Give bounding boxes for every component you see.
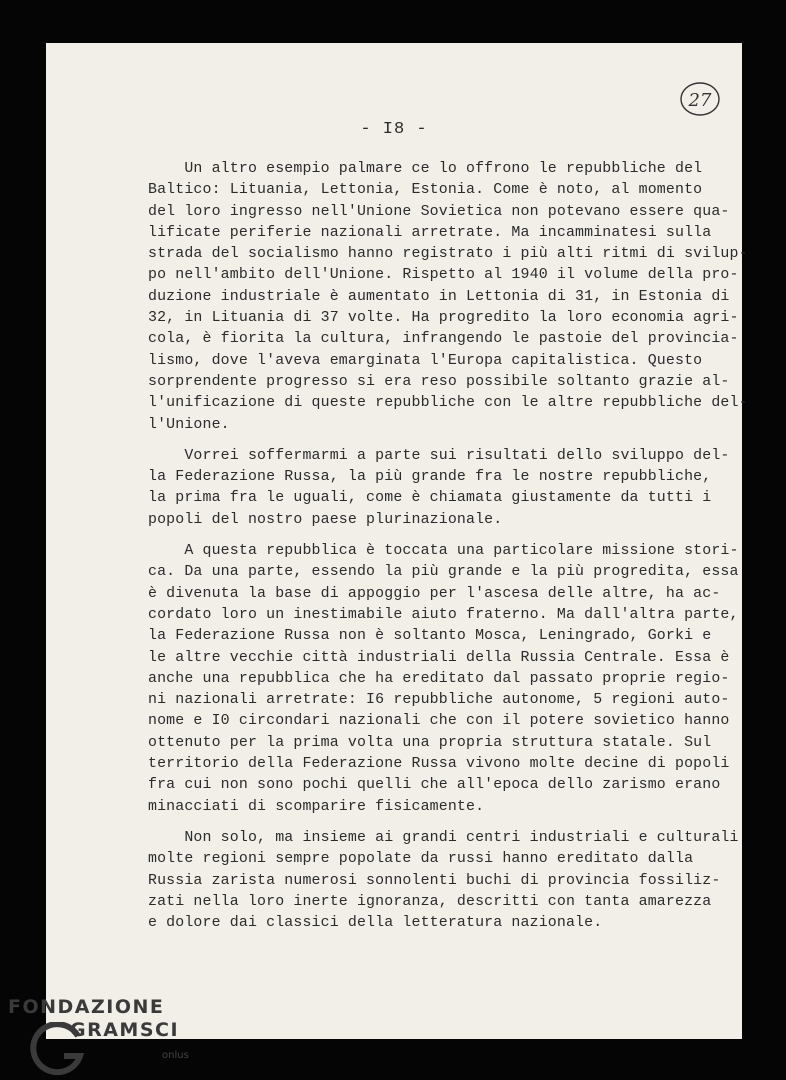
paragraph [148, 541, 738, 818]
text-line: ca. Da una parte, essendo la più grande e la più progredita, essa [148, 564, 739, 581]
text-line: po nell'ambito dell'Unione. Rispetto al 1940 il volume della pro- [148, 267, 739, 284]
watermark-line2: GRAMSCI [70, 1019, 180, 1041]
text-line: Non solo, ma insieme ai grandi centri industriali e culturali [148, 829, 739, 846]
text-line: Russia zarista numerosi sonnolenti buchi di provincia fossiliz- [148, 872, 721, 889]
svg-text:27: 27 [688, 90, 712, 111]
text-line: le altre vecchie città industriali della Russia Centrale. Essa è [148, 649, 730, 666]
page-number: - I8 - [360, 120, 428, 139]
folio-number [678, 80, 722, 118]
text-line: la prima fra le uguali, come è chiamata giustamente da tutti i [148, 490, 712, 507]
text-line: Vorrei soffermarmi a parte sui risultati dello sviluppo del- [148, 447, 730, 464]
handwritten-folio-circle [678, 80, 722, 118]
text-line: la Federazione Russa, la più grande fra le nostre repubbliche, [148, 469, 712, 486]
text-line: la Federazione Russa non è soltanto Mosca, Leningrado, Gorki e [148, 628, 712, 645]
text-line: ottenuto per la prima volta una propria struttura statale. Sul [148, 734, 712, 751]
text-line: l'Unione. [148, 416, 230, 433]
text-line: cola, è fiorita la cultura, infrangendo le pastoie del provincia- [148, 331, 739, 348]
text-line: zati nella loro inerte ignoranza, descritti con tanta amarezza [148, 893, 712, 910]
text-line: Baltico: Lituania, Lettonia, Estonia. Come è noto, al momento [148, 182, 703, 199]
text-line: cordato loro un inestimabile aiuto fraterno. Ma dall'altra parte, [148, 606, 739, 623]
paragraph [148, 159, 748, 436]
text-line: A questa repubblica è toccata una particolare missione stori- [148, 543, 739, 560]
paragraph [148, 446, 738, 531]
text-line: l'unificazione di queste repubbliche con le altre repubbliche del- [148, 395, 748, 412]
text-line: 32, in Lituania di 37 volte. Ha progredito la loro economia agri- [148, 310, 739, 327]
watermark-sub: onlus [162, 1050, 189, 1061]
document-page [46, 43, 748, 1039]
text-line: lificate periferie nazionali arretrate. Ma incamminatesi sulla [148, 224, 712, 241]
text-line: sorprendente progresso si era reso possibile soltanto grazie al- [148, 373, 730, 390]
text-line: è divenuta la base di appoggio per l'ascesa delle altre, ha ac- [148, 585, 721, 602]
text-line: minacciati di scomparire fisicamente. [148, 798, 485, 815]
text-line: molte regioni sempre popolate da russi hanno ereditato dalla [148, 851, 694, 868]
text-line: strada del socialismo hanno registrato i più alti ritmi di svilup- [148, 246, 748, 263]
text-line: duzione industriale è aumentato in Lettonia di 31, in Estonia di [148, 288, 730, 305]
text-line: Un altro esempio palmare ce lo offrono le repubbliche del [148, 161, 703, 177]
text-line: fra cui non sono pochi quelli che all'epoca dello zarismo erano [148, 777, 721, 794]
text-line: nome e I0 circondari nazionali che con il potere sovietico hanno [148, 713, 730, 730]
text-line: territorio della Federazione Russa vivono molte decine di popoli [148, 756, 730, 773]
text-line: anche una repubblica che ha ereditato dal passato proprie regio- [148, 670, 730, 687]
text-line: popoli del nostro paese plurinazionale. [148, 511, 503, 528]
fondazione-gramsci-watermark [0, 990, 200, 1080]
paragraph [148, 828, 738, 934]
watermark-line1: FONDAZIONE [8, 996, 165, 1018]
text-line: e dolore dai classici della letteratura nazionale. [148, 915, 603, 932]
text-line: del loro ingresso nell'Unione Sovietica non potevano essere qua- [148, 203, 730, 220]
text-line: lismo, dove l'aveva emarginata l'Europa capitalistica. Questo [148, 352, 703, 369]
text-line: ni nazionali arretrate: I6 repubbliche autonome, 5 regioni auto- [148, 692, 730, 709]
body-text [148, 159, 748, 944]
